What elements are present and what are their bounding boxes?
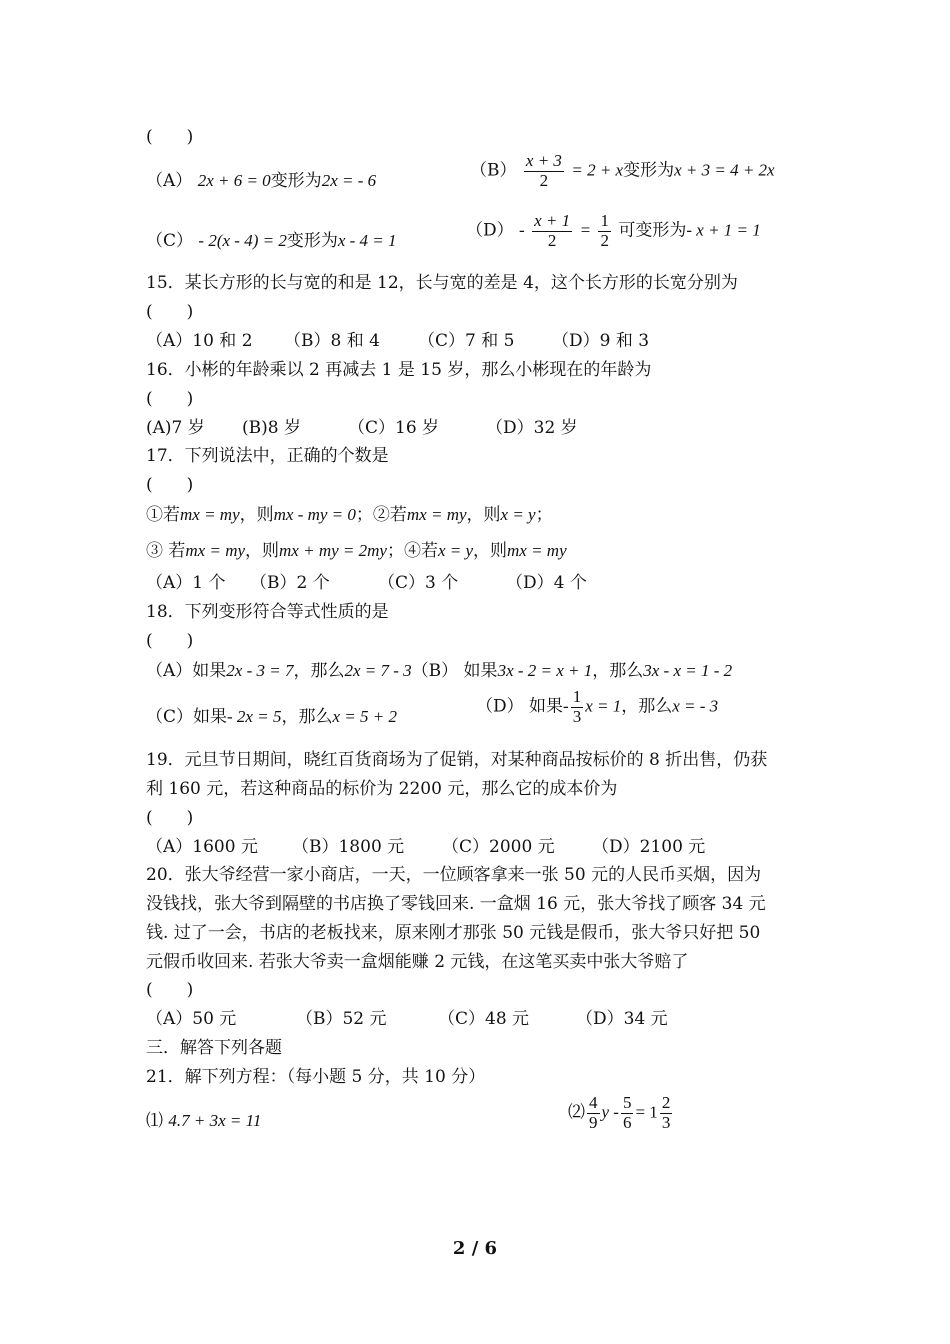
q20-option-d: （D）34 元 [576,1009,668,1029]
q16-option-a: (A)7 岁 [146,418,205,438]
q19-line-2: 利 160 元，若这种商品的标价为 2200 元，那么它的成本价为 [146,779,618,799]
q17-paren: ( ) [146,475,194,495]
q18-option-d: （D） 如果- $\frac{1}{3}$ x = 1，那么x = - 3 [476,687,719,726]
q19-option-b: （B）1800 元 [292,837,405,857]
q20-option-c: （C）48 元 [438,1009,530,1029]
q19-option-c: （C）2000 元 [442,837,555,857]
fraction: $\frac{1}{2}$ [600,211,609,250]
q21-part-1: ⑴ 4.7 + 3x = 11 [146,1111,262,1131]
q19-paren: ( ) [146,808,194,828]
q14-option-b: （B） $\frac{x + 3}{2}$ = 2 + x变形为x + 3 = 4 + 2x [470,151,775,190]
q17-option-a: （A）1 个 [146,573,226,593]
q20-paren: ( ) [146,980,194,1000]
fraction: $\frac{2}{3}$ [661,1093,671,1132]
q19-option-a: （A）1600 元 [146,837,258,857]
q18-paren: ( ) [146,631,194,651]
fraction: $\frac{x + 1}{2}$ [534,211,571,250]
q18-option-c: （C）如果- 2x = 5，那么x = 5 + 2 [146,707,397,727]
q15-text: 15．某长方形的长与宽的和是 12，长与宽的差是 4，这个长方形的长宽分别为 [146,273,738,293]
q15-option-d: （D）9 和 3 [552,331,650,351]
q15-option-b: （B）8 和 4 [284,331,380,351]
fraction: $\frac{5}{6}$ [622,1093,632,1132]
q16-paren: ( ) [146,389,194,409]
q20-line-3: 钱. 过了一会，书店的老板找来，原来刚才那张 50 元钱是假币，张大爷只好把 50 [146,923,761,943]
q20-option-b: （B）52 元 [296,1009,387,1029]
q19-option-d: （D）2100 元 [592,837,706,857]
q20-line-4: 元假币收回来. 若张大爷卖一盒烟能赚 2 元钱，在这笔买卖中张大爷赔了 [146,952,689,972]
q17-statements-3-4: ③ 若mx = my，则mx + my = 2my；④若x = y，则mx = my [146,541,567,561]
q20-option-a: （A）50 元 [146,1009,237,1029]
q17-option-d: （D）4 个 [506,573,587,593]
q21-text: 21．解下列方程：（每小题 5 分，共 10 分） [146,1067,486,1087]
q16-option-d: （D）32 岁 [486,418,578,438]
q14-option-d: （D） - $\frac{x + 1}{2}$ = $\frac{1}{2}$ 可变形为- x + 1 = 1 [466,211,761,250]
q15-paren: ( ) [146,302,194,322]
q17-option-b: （B）2 个 [250,573,330,593]
fraction: $\frac{4}{9}$ [589,1093,598,1132]
q15-option-c: （C）7 和 5 [418,331,515,351]
q21-part-2: ⑵ $\frac{4}{9}$ y - $\frac{5}{6}$ = 1 $\frac{2}{3}$ [568,1093,671,1132]
q17-text: 17．下列说法中，正确的个数是 [146,446,389,466]
q18-text: 18．下列变形符合等式性质的是 [146,602,389,622]
q20-line-2: 没钱找，张大爷到隔壁的书店换了零钱回来. 一盒烟 16 元，张大爷找了顾客 34 元 [146,894,766,914]
q16-text: 16．小彬的年龄乘以 2 再减去 1 是 15 岁，那么小彬现在的年龄为 [146,360,652,380]
q14-option-c: （C） - 2(x - 4) = 2变形为x - 4 = 1 [146,231,397,251]
q20-line-1: 20．张大爷经营一家小商店，一天，一位顾客拿来一张 50 元的人民币买烟，因为 [146,865,762,885]
section-title: 三．解答下列各题 [146,1038,282,1058]
fraction: $\frac{1}{3}$ [572,687,582,726]
q16-option-c: （C）16 岁 [348,418,440,438]
q18-option-a-b: （A）如果2x - 3 = 7，那么2x = 7 - 3（B） 如果3x - 2 = x + 1，那么3x - x = 1 - 2 [146,661,733,681]
q17-statements-1-2: ①若mx = my，则mx - my = 0；②若mx = my，则x = y； [146,505,553,525]
q16-option-b: (B)8 岁 [242,418,301,438]
q14-paren: ( ) [146,127,194,147]
q14-option-a: （A） 2x + 6 = 0变形为2x = - 6 [146,171,377,191]
q15-option-a: （A）10 和 2 [146,331,253,351]
page-number: 2 / 6 [452,1238,498,1259]
q19-line-1: 19．元旦节日期间，晓红百货商场为了促销，对某种商品按标价的 8 折出售，仍获 [146,750,768,770]
fraction: $\frac{x + 3}{2}$ [525,151,562,190]
q17-option-c: （C）3 个 [378,573,459,593]
